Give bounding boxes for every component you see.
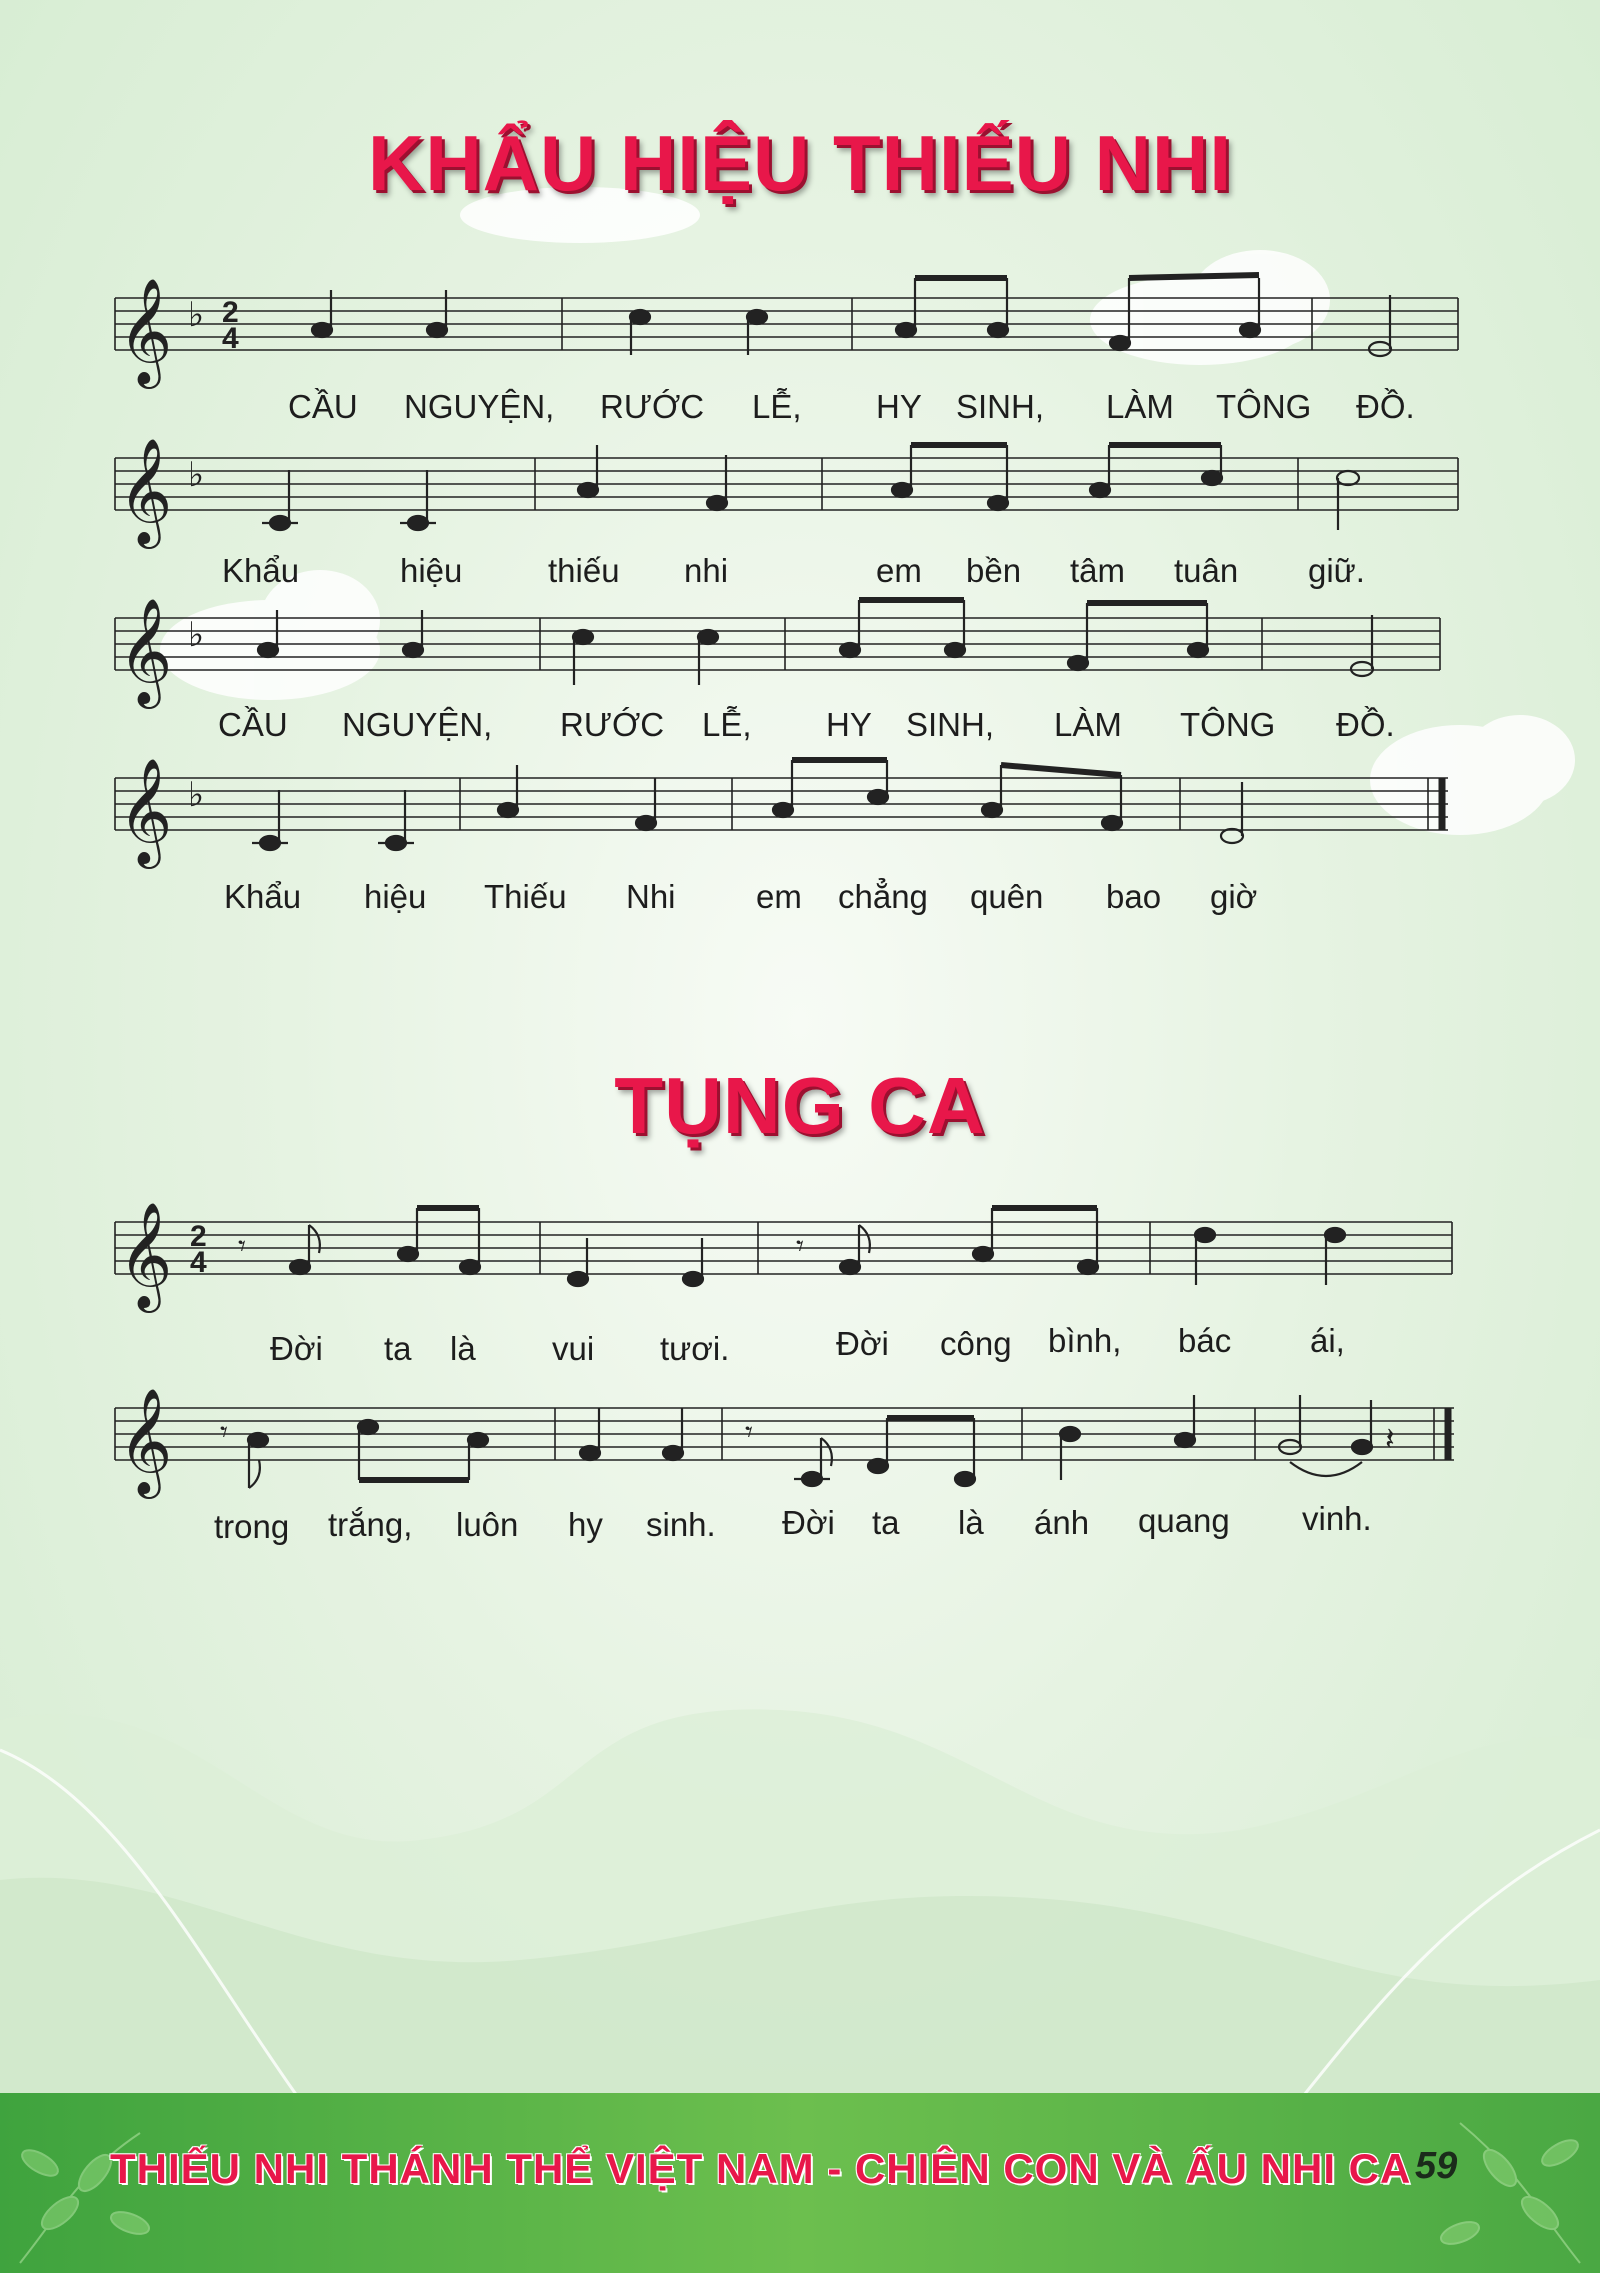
lyric-word: LỄ, bbox=[702, 706, 752, 743]
lyric-word: sinh. bbox=[646, 1506, 716, 1543]
treble-clef-icon: 𝄞 bbox=[118, 437, 173, 544]
lyric-word: hiệu bbox=[364, 878, 427, 915]
flat-sign: ♭ bbox=[188, 455, 205, 495]
music-staff bbox=[115, 458, 1458, 510]
lyric-word: trắng, bbox=[328, 1506, 413, 1543]
time-signature: 2 bbox=[222, 296, 239, 329]
footer-title: THIẾU NHI THÁNH THỂ VIỆT NAM - CHIÊN CON VÀ ẤU NHI CA bbox=[110, 2145, 1412, 2192]
lyric-word: Nhi bbox=[626, 878, 676, 915]
lyric-word: TÔNG bbox=[1180, 706, 1276, 743]
lyric-word: Đời bbox=[836, 1325, 889, 1362]
rest-icon: 𝄾 bbox=[220, 1415, 228, 1450]
lyric-word: em bbox=[756, 878, 802, 915]
lyric-word: vui bbox=[552, 1330, 595, 1367]
lyric-word: RƯỚC bbox=[560, 706, 665, 743]
treble-clef-icon: 𝄞 bbox=[118, 277, 173, 384]
treble-clef-icon: 𝄞 bbox=[118, 757, 173, 864]
lyric-word: NGUYỆN, bbox=[342, 706, 493, 743]
flat-sign: ♭ bbox=[188, 775, 205, 815]
lyric-word: quang bbox=[1138, 1502, 1230, 1539]
rest-icon: 𝄽 bbox=[1385, 1420, 1395, 1458]
time-signature: 2 bbox=[190, 1220, 207, 1253]
lyric-word: em bbox=[876, 552, 922, 589]
lyric-word: HY bbox=[876, 388, 922, 425]
lyric-word: tâm bbox=[1070, 552, 1126, 589]
lyric-word: RƯỚC bbox=[600, 388, 705, 425]
lyric-word: luôn bbox=[456, 1506, 519, 1543]
lyric-word: ta bbox=[872, 1504, 900, 1541]
lyric-word: trong bbox=[214, 1508, 290, 1545]
lyric-word: SINH, bbox=[956, 388, 1045, 425]
rest-icon: 𝄾 bbox=[796, 1229, 804, 1264]
lyric-word: bền bbox=[966, 552, 1022, 589]
lyric-word: CẦU bbox=[218, 706, 288, 743]
lyric-word: Thiếu bbox=[484, 878, 567, 915]
treble-clef-icon: 𝄞 bbox=[118, 597, 173, 704]
lyric-word: giữ. bbox=[1308, 552, 1365, 589]
lyric-word: Khẩu bbox=[224, 878, 302, 915]
rest-icon: 𝄾 bbox=[238, 1229, 246, 1264]
lyric-word: Đời bbox=[270, 1330, 323, 1367]
lyric-word: hiệu bbox=[400, 552, 463, 589]
lyric-word: SINH, bbox=[906, 706, 995, 743]
music-notes bbox=[252, 760, 1243, 850]
lyric-word: bác bbox=[1178, 1322, 1232, 1359]
lyric-word: HY bbox=[826, 706, 872, 743]
lyric-word: giờ bbox=[1210, 878, 1258, 915]
rest-icon: 𝄾 bbox=[745, 1415, 753, 1450]
flat-sign: ♭ bbox=[188, 615, 205, 655]
lyric-word: công bbox=[940, 1325, 1012, 1362]
lyric-word: ánh bbox=[1034, 1504, 1090, 1541]
lyric-word: tươi. bbox=[660, 1330, 730, 1367]
lyric-word: ái, bbox=[1310, 1322, 1345, 1359]
lyric-word: vinh. bbox=[1302, 1500, 1372, 1537]
music-staff bbox=[115, 1408, 1454, 1460]
lyric-word: hy bbox=[568, 1506, 603, 1543]
lyric-word: là bbox=[450, 1330, 476, 1367]
lyric-word: chẳng bbox=[838, 878, 928, 915]
lyric-word: LÀM bbox=[1106, 388, 1174, 425]
treble-clef-icon: 𝄞 bbox=[118, 1201, 173, 1308]
lyric-word: ĐỒ. bbox=[1336, 706, 1395, 743]
lyric-word: Đời bbox=[782, 1504, 835, 1541]
lyric-word: là bbox=[958, 1504, 984, 1541]
footer-band bbox=[0, 2093, 1600, 2273]
lyric-word: LỄ, bbox=[752, 388, 802, 425]
lyric-word: nhi bbox=[684, 552, 729, 589]
time-signature: 4 bbox=[190, 1246, 207, 1279]
flat-sign: ♭ bbox=[188, 295, 205, 335]
lyric-word: CẦU bbox=[288, 388, 358, 425]
lyric-word: NGUYỆN, bbox=[404, 388, 555, 425]
lyric-word: TÔNG bbox=[1216, 388, 1312, 425]
lyric-word: thiếu bbox=[548, 552, 620, 589]
lyric-word: ta bbox=[384, 1330, 412, 1367]
music-notes bbox=[258, 600, 1373, 685]
page-number: 59 bbox=[1415, 2145, 1458, 2187]
lyric-word: quên bbox=[970, 878, 1044, 915]
lyric-word: ĐỒ. bbox=[1356, 388, 1415, 425]
lyric-word: LÀM bbox=[1054, 706, 1122, 743]
treble-clef-icon: 𝄞 bbox=[118, 1387, 173, 1494]
music-staff bbox=[115, 618, 1440, 670]
lyric-word: tuân bbox=[1174, 552, 1239, 589]
song-title: KHẨU HIỆU THIẾU NHI bbox=[367, 119, 1232, 207]
lyric-word: bình, bbox=[1048, 1322, 1122, 1359]
time-signature: 4 bbox=[222, 322, 239, 355]
lyric-word: Khẩu bbox=[222, 552, 300, 589]
song-title: TỤNG CA bbox=[614, 1061, 986, 1150]
music-notes bbox=[220, 1395, 1395, 1488]
lyric-word: bao bbox=[1106, 878, 1162, 915]
